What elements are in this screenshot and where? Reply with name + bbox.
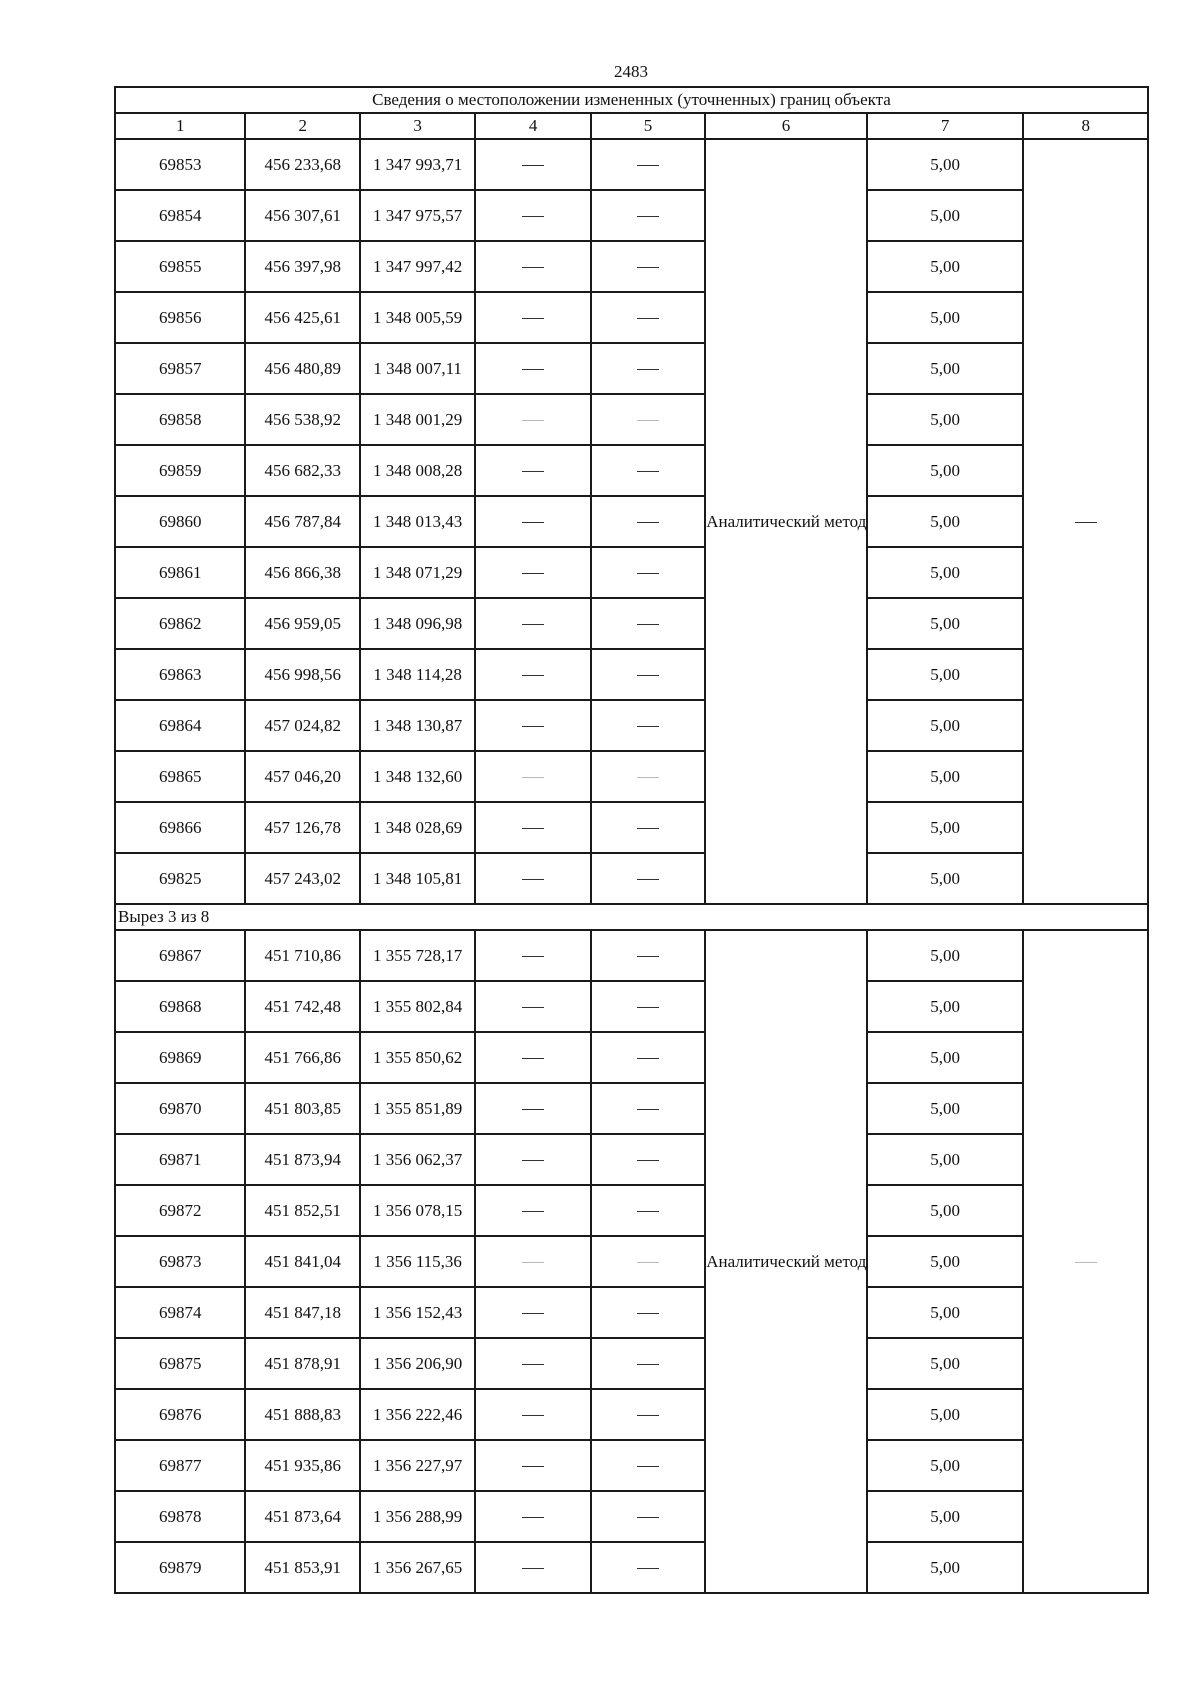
column-number: 1 [115,113,245,139]
table-row [115,190,1148,241]
table-row [115,1542,1148,1593]
column-4-cell [475,1338,590,1389]
column-number: 2 [245,113,359,139]
point-number-cell: 69867 [115,930,245,981]
table-row [115,1491,1148,1542]
column-5-cell [591,853,705,904]
coordinate-x-cell: 457 024,82 [245,700,359,751]
column-7-cell: 5,00 [867,1287,1024,1338]
column-5-cell [591,1185,705,1236]
coordinate-x-cell: 451 853,91 [245,1542,359,1593]
table-row [115,241,1148,292]
column-5-cell [591,343,705,394]
dash-mark [522,1262,544,1263]
coordinate-x-cell: 456 307,61 [245,190,359,241]
column-4-cell [475,241,590,292]
method-cell: Аналитический метод [705,930,867,1593]
table-title: Сведения о местоположении измененных (уточненных) границ объекта [115,87,1148,113]
coordinate-y-cell: 1 355 728,17 [360,930,475,981]
column-7-cell: 5,00 [867,547,1024,598]
dash-mark [637,216,659,217]
point-number-cell: 69853 [115,139,245,190]
dash-mark [637,471,659,472]
dash-mark [637,828,659,829]
column-5-cell [591,496,705,547]
coordinate-y-cell: 1 356 288,99 [360,1491,475,1542]
column-4-cell [475,649,590,700]
column-5-cell [591,445,705,496]
column-number: 3 [360,113,475,139]
table-row [115,1236,1148,1287]
dash-mark [1075,1262,1097,1263]
dash-mark [522,1058,544,1059]
coordinate-x-cell: 451 852,51 [245,1185,359,1236]
dash-mark [637,1364,659,1365]
coordinate-y-cell: 1 347 975,57 [360,190,475,241]
coordinate-y-cell: 1 348 005,59 [360,292,475,343]
coordinate-x-cell: 456 682,33 [245,445,359,496]
column-7-cell: 5,00 [867,1134,1024,1185]
table-row [115,496,1148,547]
column-7-cell: 5,00 [867,139,1024,190]
table-row [115,292,1148,343]
column-4-cell [475,930,590,981]
dash-mark [522,573,544,574]
column-7-cell: 5,00 [867,1185,1024,1236]
coordinate-x-cell: 451 873,94 [245,1134,359,1185]
column-7-cell: 5,00 [867,190,1024,241]
column-number: 5 [591,113,705,139]
column-5-cell [591,292,705,343]
column-7-cell: 5,00 [867,1440,1024,1491]
coordinate-x-cell: 451 766,86 [245,1032,359,1083]
coordinate-y-cell: 1 348 114,28 [360,649,475,700]
coordinate-x-cell: 457 126,78 [245,802,359,853]
coordinate-x-cell: 451 888,83 [245,1389,359,1440]
column-8-cell [1023,139,1148,904]
column-7-cell: 5,00 [867,598,1024,649]
dash-mark [637,1568,659,1569]
dash-mark [522,1415,544,1416]
column-7-cell: 5,00 [867,1083,1024,1134]
coordinate-x-cell: 456 538,92 [245,394,359,445]
dash-mark [522,216,544,217]
column-4-cell [475,1491,590,1542]
coordinate-y-cell: 1 356 152,43 [360,1287,475,1338]
dash-mark [522,318,544,319]
column-5-cell [591,751,705,802]
coordinate-y-cell: 1 355 851,89 [360,1083,475,1134]
dash-mark [522,1517,544,1518]
point-number-cell: 69861 [115,547,245,598]
point-number-cell: 69870 [115,1083,245,1134]
column-5-cell [591,930,705,981]
point-number-cell: 69877 [115,1440,245,1491]
coordinate-y-cell: 1 348 007,11 [360,343,475,394]
column-7-cell: 5,00 [867,445,1024,496]
column-5-cell [591,1083,705,1134]
dash-mark [522,726,544,727]
column-8-cell [1023,930,1148,1593]
coordinate-x-cell: 456 425,61 [245,292,359,343]
column-7-cell: 5,00 [867,1338,1024,1389]
coordinate-x-cell: 456 397,98 [245,241,359,292]
dash-mark [522,471,544,472]
column-5-cell [591,1440,705,1491]
point-number-cell: 69872 [115,1185,245,1236]
dash-mark [637,267,659,268]
column-7-cell: 5,00 [867,394,1024,445]
column-7-cell: 5,00 [867,649,1024,700]
point-number-cell: 69856 [115,292,245,343]
table-row [115,139,1148,190]
column-7-cell: 5,00 [867,241,1024,292]
dash-mark [637,165,659,166]
point-number-cell: 69860 [115,496,245,547]
dash-mark [522,420,544,421]
dash-mark [522,956,544,957]
dash-mark [637,1007,659,1008]
coordinate-x-cell: 456 866,38 [245,547,359,598]
dash-mark [522,1007,544,1008]
column-5-cell [591,241,705,292]
dash-mark [522,165,544,166]
dash-mark [637,1109,659,1110]
coordinate-y-cell: 1 356 078,15 [360,1185,475,1236]
dash-mark [522,1568,544,1569]
table-row [115,598,1148,649]
column-7-cell: 5,00 [867,802,1024,853]
column-4-cell [475,1389,590,1440]
table-row [115,1032,1148,1083]
column-4-cell [475,547,590,598]
table-row [115,1083,1148,1134]
dash-mark [637,726,659,727]
column-4-cell [475,802,590,853]
dash-mark [637,1517,659,1518]
point-number-cell: 69875 [115,1338,245,1389]
point-number-cell: 69868 [115,981,245,1032]
dash-mark [522,1313,544,1314]
coordinate-y-cell: 1 356 222,46 [360,1389,475,1440]
column-5-cell [591,1389,705,1440]
column-7-cell: 5,00 [867,700,1024,751]
column-5-cell [591,649,705,700]
dash-mark [522,1160,544,1161]
point-number-cell: 69857 [115,343,245,394]
column-7-cell: 5,00 [867,1389,1024,1440]
dash-mark [637,420,659,421]
point-number-cell: 69879 [115,1542,245,1593]
table-row [115,649,1148,700]
coordinate-x-cell: 456 787,84 [245,496,359,547]
column-5-cell [591,598,705,649]
column-number: 6 [705,113,867,139]
dash-mark [522,879,544,880]
column-7-cell: 5,00 [867,496,1024,547]
column-4-cell [475,445,590,496]
point-number-cell: 69876 [115,1389,245,1440]
column-4-cell [475,1287,590,1338]
column-4-cell [475,700,590,751]
coordinate-y-cell: 1 347 993,71 [360,139,475,190]
table-row [115,343,1148,394]
dash-mark [1075,522,1097,523]
table-row [115,1338,1148,1389]
section-label: Вырез 3 из 8 [115,904,1148,930]
column-4-cell [475,190,590,241]
column-number: 4 [475,113,590,139]
column-4-cell [475,1542,590,1593]
boundary-coordinates-table [114,86,1149,1594]
coordinate-x-cell: 457 243,02 [245,853,359,904]
point-number-cell: 69855 [115,241,245,292]
column-5-cell [591,802,705,853]
point-number-cell: 69873 [115,1236,245,1287]
dash-mark [637,1211,659,1212]
column-7-cell: 5,00 [867,981,1024,1032]
column-5-cell [591,190,705,241]
point-number-cell: 69874 [115,1287,245,1338]
dash-mark [522,1211,544,1212]
column-5-cell [591,1338,705,1389]
column-4-cell [475,292,590,343]
dash-mark [522,624,544,625]
column-7-cell: 5,00 [867,1236,1024,1287]
table-row [115,1389,1148,1440]
point-number-cell: 69862 [115,598,245,649]
table-row [115,1185,1148,1236]
coordinate-x-cell: 456 998,56 [245,649,359,700]
coordinate-y-cell: 1 348 105,81 [360,853,475,904]
coordinate-y-cell: 1 347 997,42 [360,241,475,292]
coordinate-y-cell: 1 348 013,43 [360,496,475,547]
dash-mark [522,369,544,370]
point-number-cell: 69866 [115,802,245,853]
column-4-cell [475,394,590,445]
point-number-cell: 69854 [115,190,245,241]
dash-mark [637,1466,659,1467]
column-7-cell: 5,00 [867,1542,1024,1593]
coordinate-y-cell: 1 348 096,98 [360,598,475,649]
dash-mark [637,1313,659,1314]
table-row [115,981,1148,1032]
point-number-cell: 69865 [115,751,245,802]
dash-mark [637,675,659,676]
coordinate-y-cell: 1 348 130,87 [360,700,475,751]
column-4-cell [475,139,590,190]
table-row [115,1287,1148,1338]
column-4-cell [475,1134,590,1185]
dash-mark [522,1364,544,1365]
point-number-cell: 69863 [115,649,245,700]
table-row [115,700,1148,751]
coordinate-y-cell: 1 355 850,62 [360,1032,475,1083]
dash-mark [637,369,659,370]
coordinate-x-cell: 456 233,68 [245,139,359,190]
dash-mark [637,1058,659,1059]
column-5-cell [591,981,705,1032]
table-row [115,853,1148,904]
column-5-cell [591,1134,705,1185]
table-row [115,547,1148,598]
coordinate-y-cell: 1 348 008,28 [360,445,475,496]
coordinate-x-cell: 451 742,48 [245,981,359,1032]
coordinate-y-cell: 1 356 227,97 [360,1440,475,1491]
column-7-cell: 5,00 [867,343,1024,394]
coordinate-y-cell: 1 356 062,37 [360,1134,475,1185]
column-5-cell [591,139,705,190]
dash-mark [522,675,544,676]
coordinate-y-cell: 1 355 802,84 [360,981,475,1032]
dash-mark [637,573,659,574]
table-row [115,1440,1148,1491]
column-5-cell [591,700,705,751]
dash-mark [637,1262,659,1263]
coordinate-x-cell: 451 841,04 [245,1236,359,1287]
point-number-cell: 69859 [115,445,245,496]
column-7-cell: 5,00 [867,1032,1024,1083]
coordinate-y-cell: 1 356 115,36 [360,1236,475,1287]
table-row [115,751,1148,802]
dash-mark [637,956,659,957]
column-4-cell [475,1185,590,1236]
coordinate-x-cell: 457 046,20 [245,751,359,802]
point-number-cell: 69858 [115,394,245,445]
dash-mark [637,777,659,778]
coordinate-y-cell: 1 348 071,29 [360,547,475,598]
column-7-cell: 5,00 [867,853,1024,904]
column-4-cell [475,1236,590,1287]
dash-mark [522,267,544,268]
table-row [115,394,1148,445]
table-row [115,930,1148,981]
dash-mark [522,777,544,778]
column-7-cell: 5,00 [867,292,1024,343]
column-5-cell [591,547,705,598]
point-number-cell: 69864 [115,700,245,751]
column-4-cell [475,751,590,802]
coordinate-y-cell: 1 348 028,69 [360,802,475,853]
point-number-cell: 69825 [115,853,245,904]
coordinate-y-cell: 1 348 001,29 [360,394,475,445]
column-number: 8 [1023,113,1148,139]
coordinate-x-cell: 451 873,64 [245,1491,359,1542]
column-4-cell [475,1440,590,1491]
coordinate-x-cell: 456 480,89 [245,343,359,394]
coordinate-x-cell: 451 803,85 [245,1083,359,1134]
dash-mark [522,522,544,523]
dash-mark [522,1466,544,1467]
column-4-cell [475,853,590,904]
column-4-cell [475,343,590,394]
dash-mark [637,1160,659,1161]
column-4-cell [475,981,590,1032]
coordinate-x-cell: 451 847,18 [245,1287,359,1338]
coordinate-x-cell: 456 959,05 [245,598,359,649]
dash-mark [522,828,544,829]
column-5-cell [591,1287,705,1338]
column-7-cell: 5,00 [867,930,1024,981]
column-4-cell [475,1032,590,1083]
column-4-cell [475,598,590,649]
dash-mark [637,879,659,880]
coordinate-y-cell: 1 348 132,60 [360,751,475,802]
point-number-cell: 69871 [115,1134,245,1185]
coordinate-x-cell: 451 935,86 [245,1440,359,1491]
column-5-cell [591,394,705,445]
dash-mark [637,522,659,523]
table-row [115,802,1148,853]
point-number-cell: 69878 [115,1491,245,1542]
coordinate-x-cell: 451 878,91 [245,1338,359,1389]
method-cell: Аналитический метод [705,139,867,904]
column-5-cell [591,1542,705,1593]
point-number-cell: 69869 [115,1032,245,1083]
column-7-cell: 5,00 [867,751,1024,802]
column-number: 7 [867,113,1024,139]
table-row [115,1134,1148,1185]
column-7-cell: 5,00 [867,1491,1024,1542]
column-5-cell [591,1236,705,1287]
column-5-cell [591,1032,705,1083]
column-4-cell [475,1083,590,1134]
column-5-cell [591,1491,705,1542]
page-number: 2483 [614,62,648,81]
table-row [115,445,1148,496]
dash-mark [522,1109,544,1110]
dash-mark [637,624,659,625]
coordinate-y-cell: 1 356 206,90 [360,1338,475,1389]
dash-mark [637,318,659,319]
column-4-cell [475,496,590,547]
coordinate-y-cell: 1 356 267,65 [360,1542,475,1593]
coordinate-x-cell: 451 710,86 [245,930,359,981]
dash-mark [637,1415,659,1416]
